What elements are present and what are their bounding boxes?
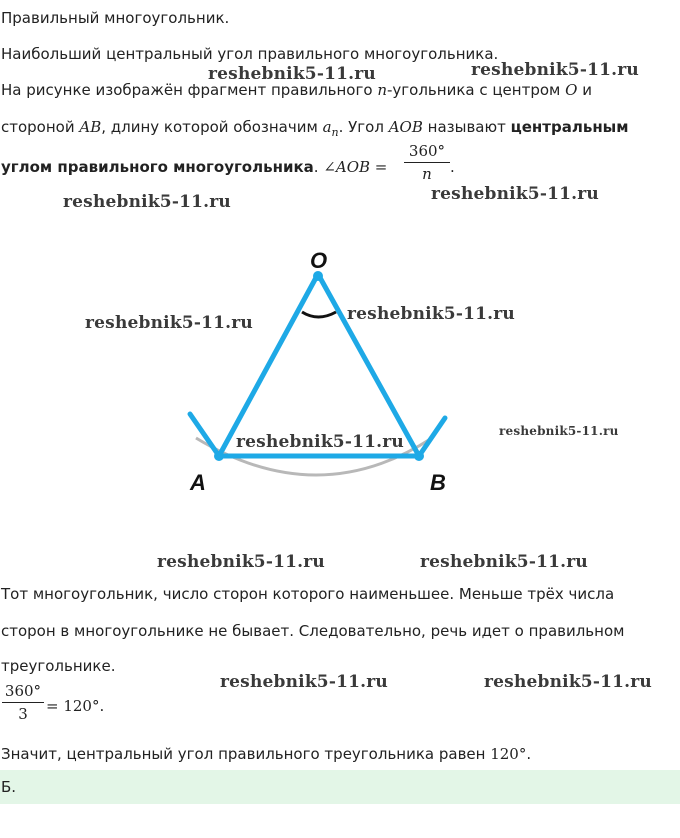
intro-line-2: стороной AB, длину которой обозначим $a_n$. Угол AOB называют центральным [1, 118, 629, 139]
section-subtitle: Наибольший центральный угол правильного многоугольника. [1, 45, 499, 63]
point-a [214, 451, 224, 461]
var-aob: AOB [388, 118, 423, 136]
watermark: reshebnik5-11.ru [157, 552, 325, 572]
watermark: reshebnik5-11.ru [431, 184, 599, 204]
solution-equation-rhs: = 120°. [46, 697, 105, 715]
solution-line-2: сторон в многоугольнике не бывает. Следовательно, речь идет о правильном [1, 622, 625, 640]
var-ab: AB [79, 118, 102, 136]
side-ob [318, 274, 419, 456]
watermark: reshebnik5-11.ru [347, 304, 515, 324]
watermark: reshebnik5-11.ru [63, 192, 231, 212]
intro-line-1: На рисунке изображён фрагмент правильного n-угольника с центром O и [1, 81, 592, 99]
watermark: reshebnik5-11.ru [471, 60, 639, 80]
point-b [414, 451, 424, 461]
adjacent-side-left [190, 414, 219, 456]
var-an: $a_n$ [322, 118, 339, 139]
angle-arc-o [302, 312, 336, 317]
watermark: reshebnik5-11.ru [499, 424, 619, 438]
term-central: центральным [510, 118, 629, 136]
watermark: reshebnik5-11.ru [484, 672, 652, 692]
term-central-angle: углом правильного многоугольника [1, 158, 314, 176]
conclusion-line: Значит, центральный угол правильного треугольника равен 120°. [1, 745, 532, 763]
answer-label: Б. [1, 778, 17, 796]
watermark: reshebnik5-11.ru [208, 64, 376, 84]
label-o: O [310, 248, 328, 273]
intro-line-3: углом правильного многоугольника. ∠AOB = [1, 158, 388, 176]
answer-bar [0, 770, 680, 804]
var-n: n [377, 81, 387, 99]
solution-line-3: треугольнике. [1, 657, 116, 675]
watermark: reshebnik5-11.ru [420, 552, 588, 572]
formula-end: . [450, 158, 455, 176]
solution-fraction: 360° 3 [2, 682, 44, 723]
label-a: A [190, 470, 206, 495]
side-oa [219, 274, 318, 456]
adjacent-side-right [419, 418, 445, 456]
watermark: reshebnik5-11.ru [236, 432, 404, 452]
conclusion-value: 120° [490, 745, 527, 763]
formula-fraction-n: 360° n [404, 142, 450, 183]
watermark: reshebnik5-11.ru [85, 313, 253, 333]
solution-line-1: Тот многоугольник, число сторон которого наименьшее. Меньше трёх числа [1, 585, 615, 603]
formula-lhs: ∠AOB = [323, 158, 388, 176]
watermark: reshebnik5-11.ru [220, 672, 388, 692]
page-title: Правильный многоугольник. [1, 9, 230, 27]
label-b: B [430, 470, 446, 495]
var-o: O [565, 81, 578, 99]
